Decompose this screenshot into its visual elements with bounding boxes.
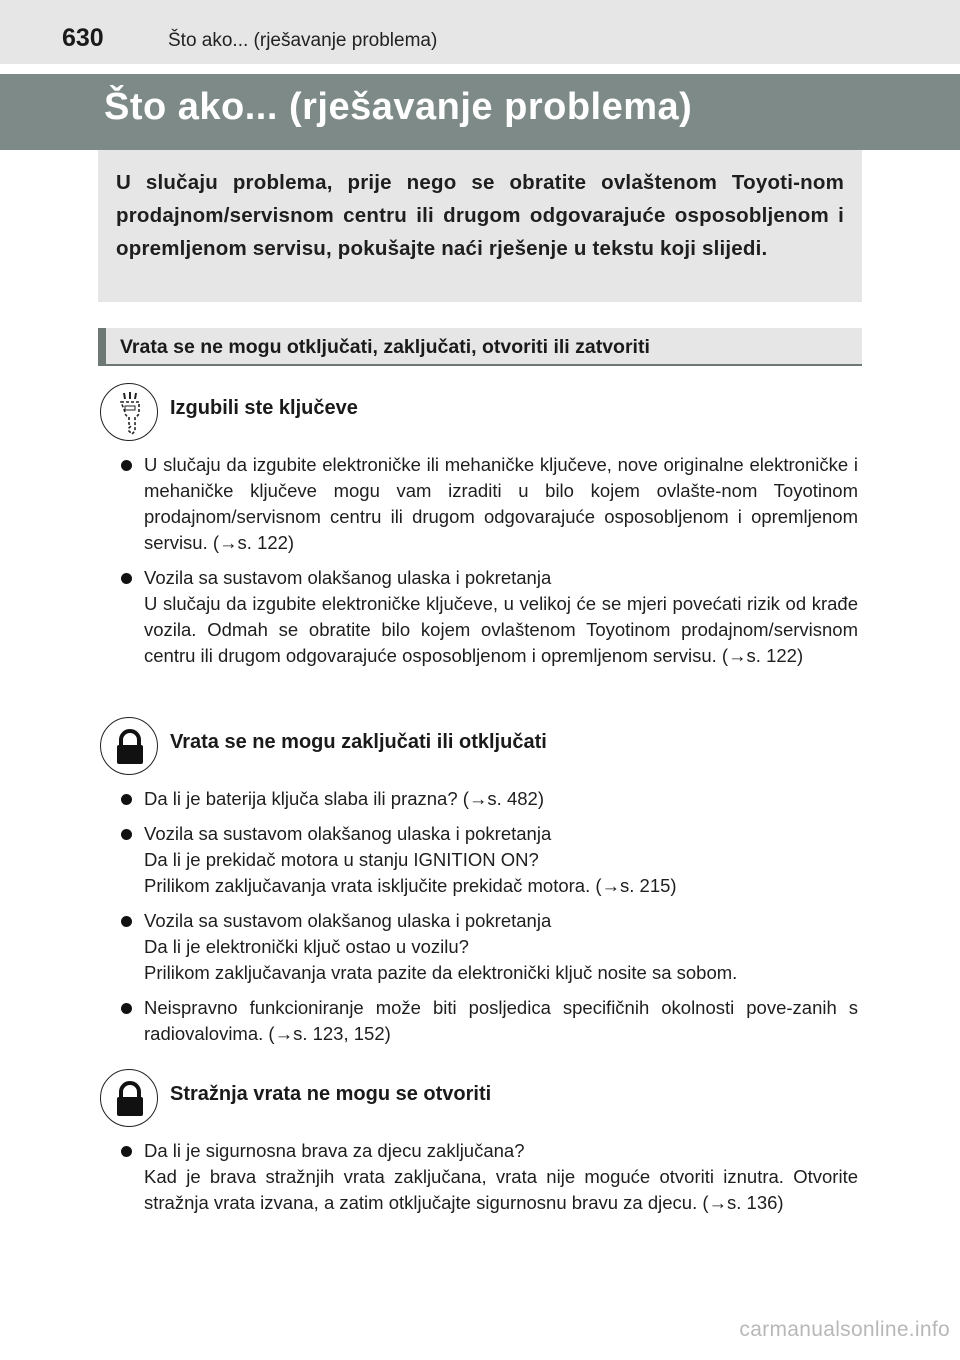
bullet-icon — [121, 1003, 132, 1014]
subsection-title-rear-doors: Stražnja vrata ne mogu se otvoriti — [170, 1083, 492, 1105]
section-title: Vrata se ne mogu otključati, zaključati, otvoriti ili zatvoriti — [120, 336, 650, 358]
list-item: Vozila sa sustavom olakšanog ulaska i pokretanja Da li je prekidač motora u stanju IGNITION ON? Prilikom zaključavanja vrata isključite prekidač motora. (→s. 215) — [118, 821, 858, 899]
section-header — [98, 328, 862, 366]
bullet-icon — [121, 460, 132, 471]
list-item: Vozila sa sustavom olakšanog ulaska i pokretanja U slučaju da izgubite elektroničke ključeve, u velikoj će se mjeri povećati rizik od krađe vozila. Odmah se obratite bilo kojem ovlaštenom Toyotinom prodajnom/servisnom centru ili drugom odgovarajuće osposobljenom i opremljenom servisu. (→s. 122) — [118, 565, 858, 669]
watermark: carmanualsonline.info — [739, 1318, 950, 1341]
bullet-list-lock — [118, 786, 858, 1056]
subsection-title-lock: Vrata se ne mogu zaključati ili otključati — [170, 731, 547, 753]
subsection-title-lost-keys: Izgubili ste ključeve — [170, 397, 358, 419]
page-header-bar — [0, 0, 960, 64]
bullet-list-lost-keys — [118, 452, 858, 678]
chapter-banner — [0, 74, 960, 150]
page-number: 630 — [62, 24, 104, 52]
bullet-icon — [121, 829, 132, 840]
bullet-icon — [121, 1146, 132, 1157]
chapter-title: Što ako... (rješavanje problema) — [104, 86, 693, 128]
bullet-icon — [121, 794, 132, 805]
intro-box — [98, 150, 862, 302]
bullet-icon — [121, 573, 132, 584]
list-item: Vozila sa sustavom olakšanog ulaska i pokretanja Da li je elektronički ključ ostao u vozilu? Prilikom zaključavanja vrata pazite da elektronički ključ nosite sa sobom. — [118, 908, 858, 986]
list-item: Neispravno funkcioniranje može biti posljedica specifičnih okolnosti pove-zanih s radiovalovima. (→s. 123, 152) — [118, 995, 858, 1047]
bullet-list-rear-doors — [118, 1138, 858, 1225]
running-title: Što ako... (rješavanje problema) — [168, 30, 438, 51]
intro-text: U slučaju problema, prije nego se obratite ovlaštenom Toyoti-nom prodajnom/servisnom centru ili drugom odgovarajuće osposobljenom i opremljenom servisu, pokušajte naći rješenje u tekstu koji slijedi. — [116, 171, 844, 260]
bullet-icon — [121, 916, 132, 927]
key-icon — [100, 383, 158, 441]
lock-icon — [100, 717, 158, 775]
list-item: Da li je sigurnosna brava za djecu zaključana? Kad je brava stražnjih vrata zaključana, vrata nije moguće otvoriti iznutra. Otvorite stražnja vrata izvana, a zatim otključajte sigurnosnu bravu za djecu. (→s. 136) — [118, 1138, 858, 1216]
lock-icon — [100, 1069, 158, 1127]
list-item: Da li je baterija ključa slaba ili prazna? (→s. 482) — [118, 786, 858, 812]
list-item: U slučaju da izgubite elektroničke ili mehaničke ključeve, nove originalne elektroničke i mehaničke ključeve mogu vam izraditi u bilo kojem ovlašte-nom Toyotinom prodajnom/servisnom centru ili drugom odgovarajuće osposobljenom i opremljenom servisu. (→s. 122) — [118, 452, 858, 556]
